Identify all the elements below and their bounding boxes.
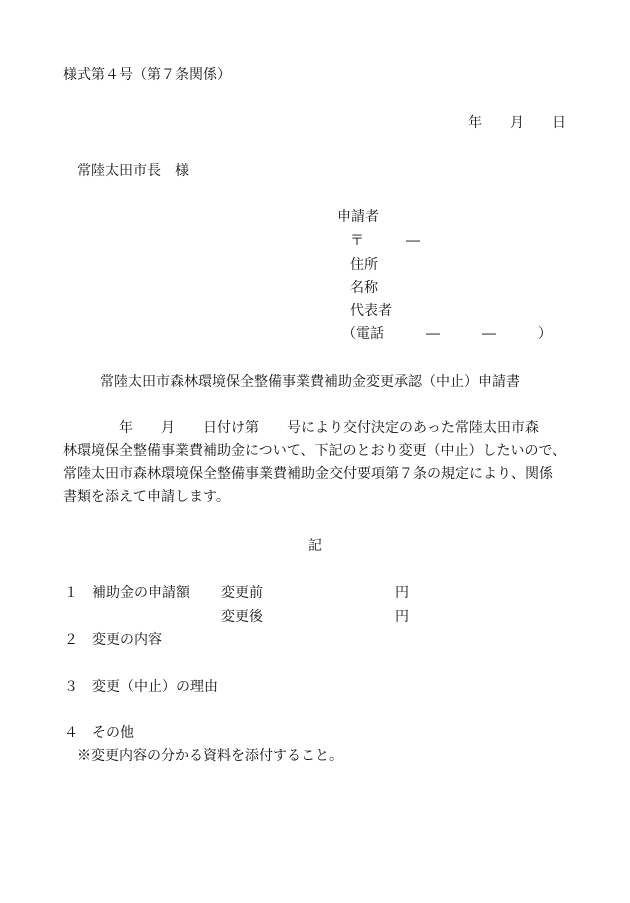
applicant-phone: （電話 ― ― ） — [342, 326, 552, 342]
applicant-rep-label: 代表者 — [350, 303, 392, 319]
item3: ３ 変更（中止）の理由 — [64, 679, 218, 695]
item4: ４ その他 — [64, 725, 134, 741]
item1-number: １ — [64, 585, 78, 601]
ki-heading: 記 — [308, 538, 322, 554]
after-yen: 円 — [395, 609, 409, 625]
body-line: 書類を添えて申請します。 — [63, 489, 230, 505]
body-line: 年 月 日付け第 号により交付決定のあった常陸太田市森 — [63, 420, 539, 436]
item2: ２ 変更の内容 — [64, 632, 162, 648]
attachment-note: ※変更内容の分かる資料を添付すること。 — [77, 748, 343, 764]
applicant-name-label: 名称 — [350, 280, 378, 296]
before-yen: 円 — [395, 585, 409, 601]
date-line: 年 月 日 — [468, 115, 566, 131]
document-title: 常陸太田市森林環境保全整備事業費補助金変更承認（中止）申請書 — [100, 374, 520, 390]
before-label: 変更前 — [221, 585, 263, 601]
addressee: 常陸太田市長 様 — [77, 163, 189, 179]
applicant-address-label: 住所 — [350, 257, 378, 273]
applicant-heading: 申請者 — [337, 209, 379, 225]
body-line: 常陸太田市森林環境保全整備事業費補助金交付要項第７条の規定により、関係 — [63, 466, 553, 482]
item1-label: 補助金の申請額 — [92, 585, 190, 601]
form-number: 様式第４号（第７条関係） — [63, 67, 231, 83]
after-label: 変更後 — [221, 609, 263, 625]
applicant-postal: 〒 ― — [350, 233, 420, 249]
body-line: 林環境保全整備事業費補助金について、下記のとおり変更（中止）したいので、 — [63, 443, 567, 459]
